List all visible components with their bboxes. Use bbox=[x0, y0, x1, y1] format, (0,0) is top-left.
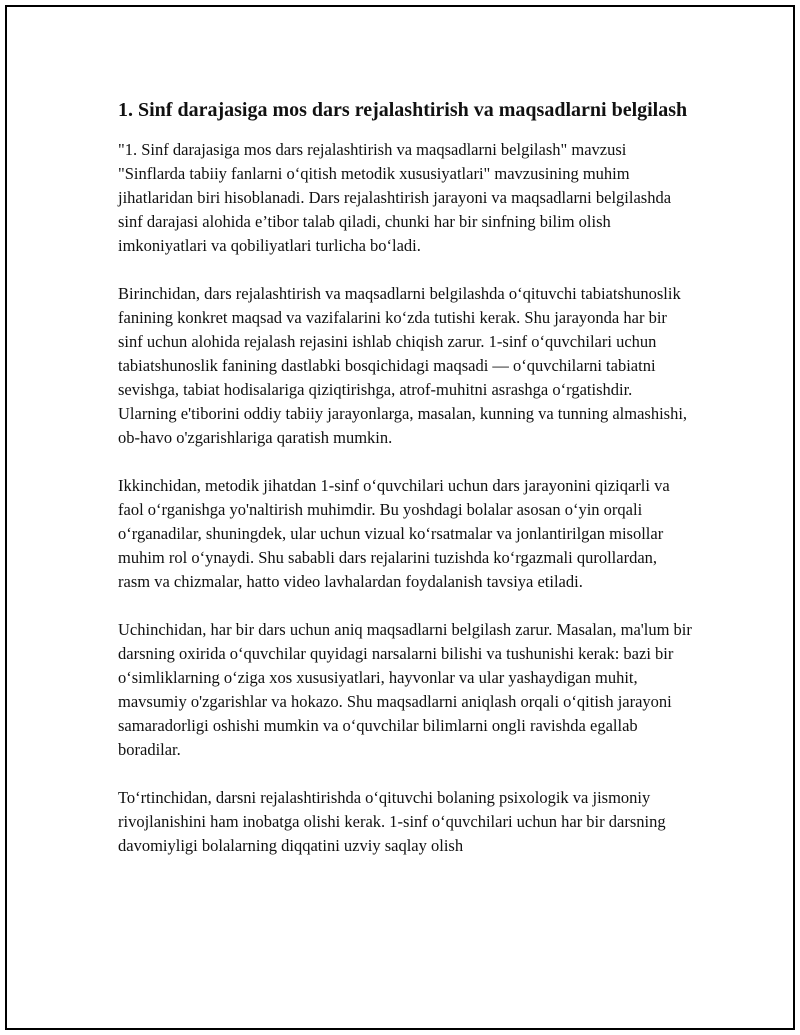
paragraph-third: Uchinchidan, har bir dars uchun aniq maqsadlarni belgilash zarur. Masalan, ma'lum bir darsning oxirida o‘quvchilar quyidagi narsalarni bilishi va tushunishi kerak: bazi bir o‘simliklarning o‘ziga xos xususiyatlari, hayvonlar va ular yashaydigan muhit, mavsumiy o'zgarishlar va hokazo. Shu maqsadlarni aniqlash orqali o‘qitish jarayoni samaradorligi oshishi mumkin va o‘quvchilar bilimlarni ongli ravishda egallab boradilar. bbox=[118, 620, 692, 759]
paragraph-fourth: To‘rtinchidan, darsni rejalashtirishda o‘qituvchi bolaning psixologik va jismoniy rivojlanishini ham inobatga olishi kerak. 1-sinf o‘quvchilari uchun har bir darsning davomiyligi bolalarning diqqatini uzviy saqlay olish bbox=[118, 788, 666, 855]
paragraph-first: Birinchidan, dars rejalashtirish va maqsadlarni belgilashda o‘qituvchi tabiatshunoslik fanining konkret maqsad va vazifalarini ko‘zda tutishi kerak. Shu jarayonda har bir sinf uchun alohida rejalash rejasini ishlab chiqish zarur. 1-sinf o‘quvchilari uchun tabiatshunoslik fanining dastlabki bosqichidagi maqsadi — o‘quvchilarni tabiatni sevishga, tabiat hodisalariga qiziqtirishga, atrof-muhitni asrashga o‘rgatishdir. Ularning e'tiborini oddiy tabiiy jarayonlarga, masalan, kunning va tunning almashishi, ob-havo o'zgarishlariga qaratish mumkin. bbox=[118, 284, 688, 447]
paragraph-intro: "1. Sinf darajasiga mos dars rejalashtirish va maqsadlarni belgilash" mavzusi "Sinflarda tabiiy fanlarni o‘qitish metodik xususiyatlari" mavzusining muhim jihatlaridan biri hisoblanadi. Dars rejalashtirish jarayoni va maqsadlarni belgilashda sinf darajasi alohida e’tibor talab qiladi, chunki har bir sinfning bilim olish imkoniyatlari va qobiliyatlari turlicha bo‘ladi. bbox=[118, 140, 672, 255]
section-heading: 1. Sinf darajasiga mos dars rejalashtirish va maqsadlarni belgilash bbox=[118, 99, 688, 121]
paragraph-second: Ikkinchidan, metodik jihatdan 1-sinf o‘quvchilari uchun dars jarayonini qiziqarli va faol o‘rganishga yo'naltirish muhimdir. Bu yoshdagi bolalar asosan o‘yin orqali o‘rganadilar, shuningdek, ular uchun vizual ko‘rsatmalar va jonlantirilgan misollar muhim rol o‘ynaydi. Shu sababli dars rejalarini tuzishda ko‘rgazmali qurollardan, rasm va chizmalar, hatto video lavhalardan foydalanish tavsiya etiladi. bbox=[118, 476, 670, 591]
document-body bbox=[118, 96, 692, 882]
